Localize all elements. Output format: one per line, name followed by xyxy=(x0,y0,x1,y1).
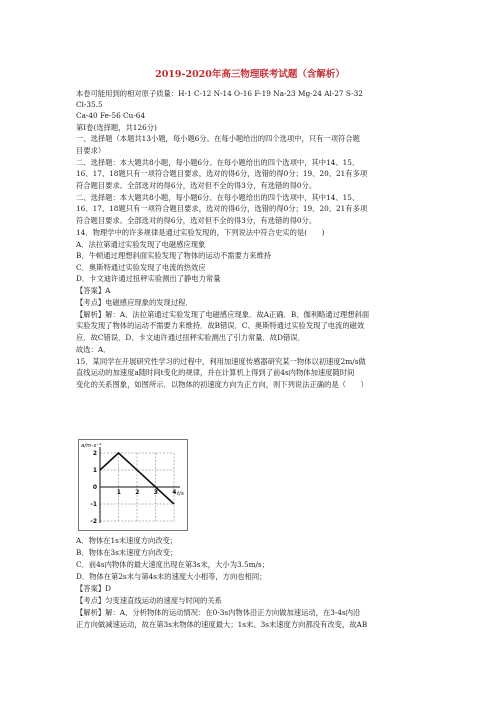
text-line: 应．故C错误．D、卡文迪许通过扭秤实验测出了引力常量．故D错误． xyxy=(76,333,305,342)
text-line: 【答案】D xyxy=(76,584,112,593)
text-line: A．法拉第通过实验发现了电磁感应现象 xyxy=(76,240,206,249)
text-line: A．物体在1s末速度方向改变； xyxy=(76,536,178,545)
y-tick-label: 1 xyxy=(92,467,97,474)
text-line: 二、选择题：本大题共8小题，每小题6分。在每小题给出的四个选项中，其中14、15、 xyxy=(76,193,360,202)
text-line: 一、选择题（本题共13小题，每小题6分。在每小题给出的四个选项中，只有一项符合题 xyxy=(76,134,360,143)
text-line: 16、17、18题只有一项符合题目要求，选对的得6分，选错的得0分；19、20、21有多项 xyxy=(76,204,368,213)
x-tick-label: 3 xyxy=(153,489,158,496)
doc-title: 2019-2020年高三物理联考试题（含解析） xyxy=(155,69,345,80)
text-line: Ca-40 Fe-56 Cu-64 xyxy=(76,111,146,120)
x-tick-label: 2 xyxy=(135,489,140,496)
x-tick-labels xyxy=(117,489,177,496)
text-line: Cl-35.5 xyxy=(76,100,103,109)
y-tick-label: -1 xyxy=(90,501,97,508)
text-line: C．奥斯特通过实验发现了电流的热效应 xyxy=(76,263,206,272)
text-line: 变化的关系图象，如图所示．以物体的初速度方向为正方向，则下列说法正确的是（ ） xyxy=(76,380,368,389)
text-line: 故选：A． xyxy=(76,345,111,354)
text-line: 实验发现了物体的运动不需要力来维持．故B错误．C、奥斯特通过实验发现了电流的磁效 xyxy=(76,321,365,330)
text-line: 【答案】A xyxy=(76,286,111,295)
text-line: B．牛顿通过理想斜面实验发现了物体的运动不需要力来维持 xyxy=(76,251,272,260)
y-tick-label: 2 xyxy=(92,450,97,457)
text-line: 【考点】匀变速直线运动的速度与时间的关系 xyxy=(76,596,222,605)
x-tick-label: 1 xyxy=(116,489,121,496)
text-line: 二、选择题：本大题共8小题，每小题6分。在每小题给出的四个选项中，其中14、15、 xyxy=(76,158,360,167)
text-line: 15．某同学在开展研究性学习的过程中，利用加速度传感器研究某一物体以初速度2m/s做 xyxy=(76,357,366,366)
acceleration-time-chart xyxy=(78,439,188,531)
x-axis-label: t/s xyxy=(177,491,184,497)
text-line: 【解析】解：A、分析物体的运动情况：在0-3s内物体沿正方向做加速运动，在3-4s内沿 xyxy=(76,608,361,617)
text-line: 16、17、18题只有一项符合题目要求，选对的得6分，选错的得0分；19、20、21有多项 xyxy=(76,169,368,178)
x-tick-label: 4 xyxy=(172,489,177,496)
text-line: 目要求） xyxy=(76,146,106,155)
text-line: 本卷可能用到的相对原子质量：H-1 C-12 N-14 O-16 F-19 Na-23 Mg-24 Al-27 S-32 xyxy=(76,89,363,98)
text-line: 14．物理学中的许多规律是通过实验发现的，下列说法中符合史实的是( ) xyxy=(76,228,325,237)
text-line: B．物体在3s末速度方向改变； xyxy=(76,548,178,557)
text-line: C．前4s内物体的最大速度出现在第3s末，大小为3.5m/s； xyxy=(76,560,270,569)
text-line: 符合题目要求。全部选对的得6分，选对但不全的得3分，有选错的得0分。 xyxy=(76,181,317,190)
text-line: 【考点】电磁感应现象的发现过程． xyxy=(76,298,193,307)
y-tick-labels xyxy=(90,450,97,525)
text-line: 正方向做减速运动，故在第3s末物体的速度最大；1s末、3s末速度方向都没有改变，故AB xyxy=(76,620,368,629)
y-tick-label: 0 xyxy=(92,484,97,491)
text-line: D．物体在第2s末与第4s末的速度大小相等，方向也相同； xyxy=(76,572,267,581)
y-axis-label: a/m·s⁻² xyxy=(81,443,102,449)
text-line: 第Ⅰ卷(选择题，共126分) xyxy=(76,123,157,132)
text-line: 直线运动的加速度a随时间t变化的规律，并在计算机上得到了前4s内物体加速度随时间 xyxy=(76,368,355,377)
text-line: 【解析】解：A、法拉第通过实验发现了电磁感应现象．故A正确．B、伽利略通过理想斜面 xyxy=(76,310,370,319)
text-line: D．卡文迪许通过扭秤实验测出了静电力常量 xyxy=(76,274,221,283)
y-tick-label: -2 xyxy=(90,518,97,525)
text-line: 符合题目要求。全部选对的得6分，选对但不全的得3分，有选错的得0分。 xyxy=(76,216,317,225)
